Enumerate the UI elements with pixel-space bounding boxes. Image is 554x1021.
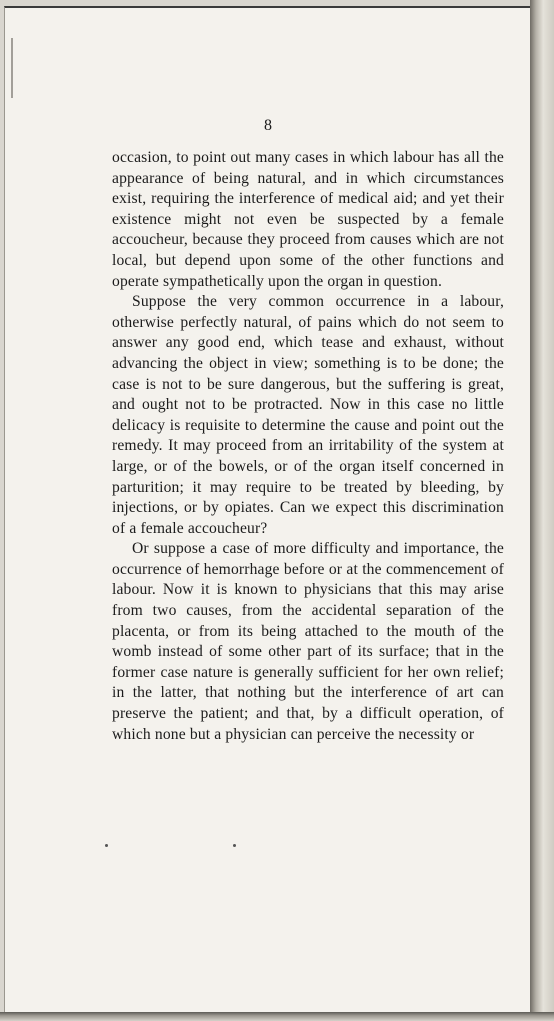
paragraph-1: occasion, to point out many cases in which labour has all the appearance of being natural, and in which circumstances exist, requiring the interference of medical aid; and yet their existence might not even be suspected by a female accoucheur, because they proceed from causes which are not local, but depend upon some of the other functions and operate sympathetically upon the organ in question. (112, 149, 504, 290)
body-text (112, 148, 504, 745)
page-bottom-edge (0, 1012, 554, 1021)
page-number: 8 (264, 117, 272, 134)
ink-speck (105, 844, 108, 847)
ink-speck (233, 844, 236, 847)
paragraph-3: Or suppose a case of more difficulty and importance, the occurrence of hemorrhage before or at the commencement of labour. Now it is known to physicians that this may arise from two causes, from the accidental separation of the placenta, or from its being attached to the mouth of the womb instead of some other part of its surface; that in the former case nature is generally sufficient for her own relief; in the latter, that nothing but the interference of art can preserve the patient; and that, by a difficult operation, of which none but a physician can perceive the necessity or (112, 540, 504, 743)
paragraph-2: Suppose the very common occurrence in a labour, otherwise perfectly natural, of pains which do not seem to answer any good end, which tease and exhaust, without advancing the object in view; something is to be done; the case is not to be sure dangerous, but the suffering is great, and ought not to be protracted. Now in this case no little delicacy is requisite to determine the cause and point out the remedy. It may proceed from an irritability of the system at large, or of the bowels, or of the organ itself concerned in parturition; it may require to be treated by bleeding, by injections, or by opiates. Can we expect this discrimination of a female accoucheur? (112, 293, 504, 537)
margin-mark (11, 38, 13, 98)
page-right-edge (530, 0, 554, 1021)
book-page (4, 6, 530, 1012)
